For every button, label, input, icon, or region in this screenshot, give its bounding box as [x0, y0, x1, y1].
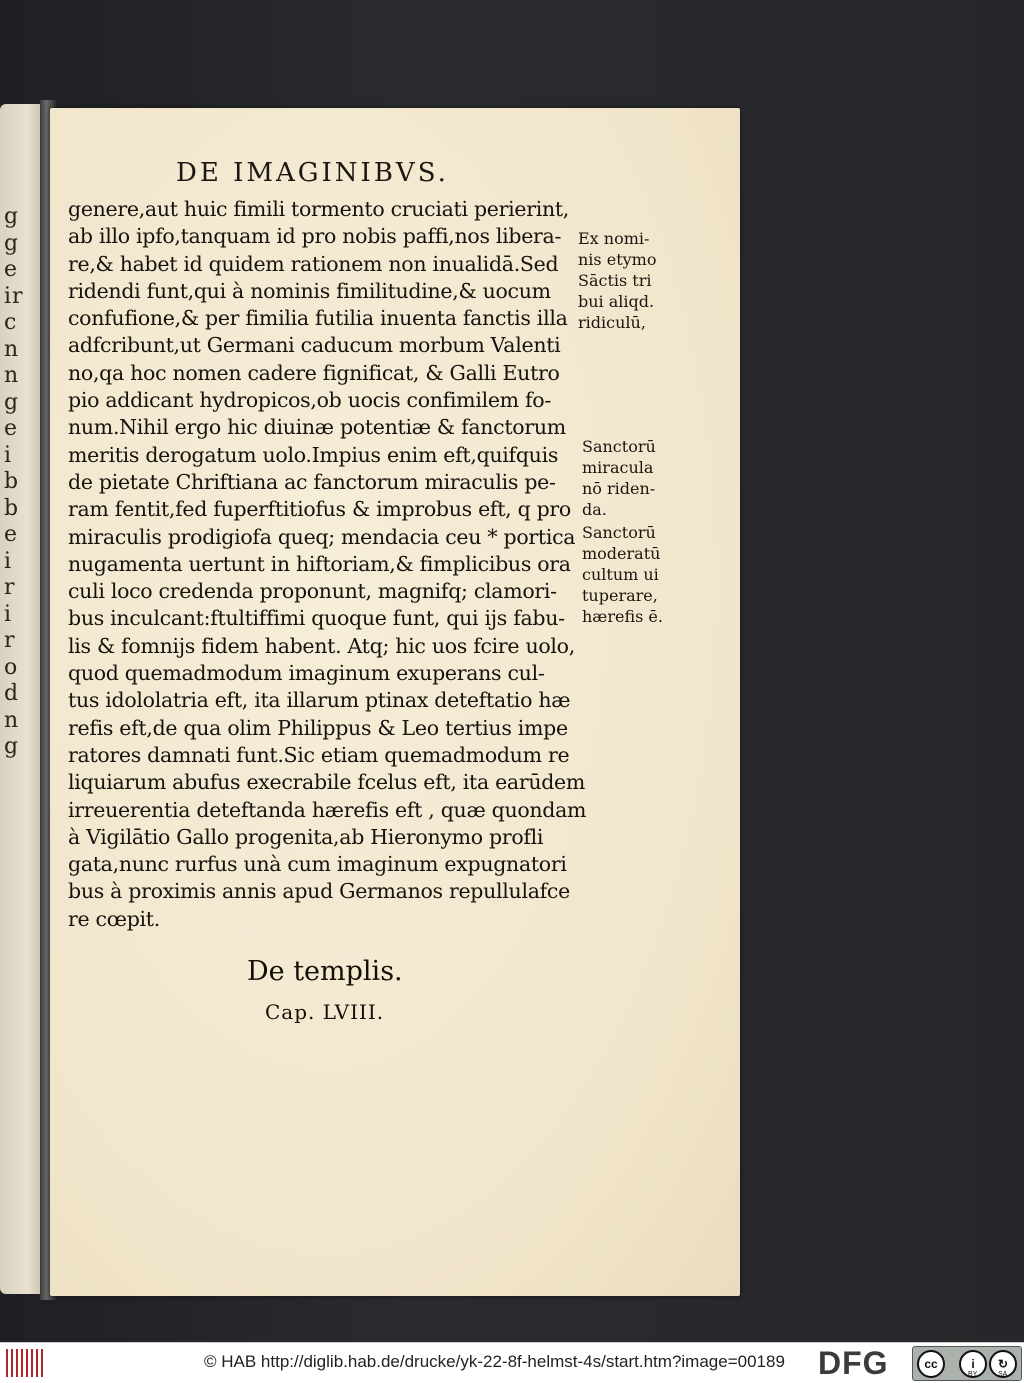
text-line: no,qa hoc nomen cadere fignificat, & Galli Eutro	[68, 360, 560, 385]
margin-note-line: miracula	[582, 458, 654, 477]
left-page-fragment: d	[4, 681, 20, 706]
left-page-fragment: g	[4, 734, 20, 759]
left-page-fragment: e	[4, 257, 19, 282]
margin-note-line: Sāctis tri	[578, 271, 652, 290]
margin-note-line: moderatū	[582, 544, 661, 563]
margin-note-line: cultum ui	[582, 565, 659, 584]
text-line: culi loco credenda proponunt, magnifq; clamori-	[68, 579, 557, 604]
text-line: miraculis prodigiofa queq; mendacia ceu * portica	[68, 524, 576, 549]
margin-note-line: nō riden-	[582, 479, 656, 498]
license-sa-label: SA	[998, 1371, 1008, 1378]
text-line: irreuerentia deteftanda hærefis eft , quæ quondam	[68, 797, 587, 822]
text-line: pio addicant hydropicos,ob uocis confimilem fo-	[68, 388, 551, 413]
footer-bar	[0, 1342, 1024, 1383]
left-page-fragment: r	[4, 628, 16, 653]
margin-note-2	[582, 436, 663, 627]
hab-logo-icon	[6, 1349, 46, 1377]
text-line: lis & fomnijs fidem habent. Atq; hic uos fcire uolo,	[68, 633, 575, 658]
text-line: genere,aut huic fimili tormento cruciati perierint,	[68, 197, 570, 221]
text-line: meritis derogatum uolo.Impius enim eft,quifquis	[68, 442, 559, 467]
text-line: refis eft,de qua olim Philippus & Leo tertius impe	[68, 715, 568, 740]
left-page-fragment: i	[4, 442, 13, 468]
left-page-fragment: e	[4, 416, 19, 441]
text-line: re,& habet id quidem rationem non inualidā.Sed	[68, 251, 559, 276]
text-line: bus à proximis annis apud Germanos repullulafce	[68, 879, 570, 904]
left-page-fragment: b	[4, 469, 20, 494]
left-page-fragment: c	[4, 310, 18, 335]
text-line: ridendi funt,qui à nominis fimilitudine,& uocum	[68, 278, 551, 303]
text-line: liquiarum abufus execrabile fcelus eft, ita earūdem	[68, 770, 586, 795]
left-page-fragment: n	[4, 363, 20, 388]
margin-note-line: bui aliqd.	[578, 292, 655, 311]
margin-note-line: tuperare,	[582, 586, 658, 605]
margin-note-line: Sanctorū	[582, 523, 656, 542]
left-page-fragment: ir	[4, 283, 24, 309]
text-line: confufione,& per fimilia futilia inuenta fanctis illa	[68, 306, 568, 331]
text-line: bus inculcant:ftultiffimi quoque funt, qui ijs fabu-	[68, 606, 565, 631]
text-line: num.Nihil ergo hic diuinæ potentiæ & fanctorum	[68, 415, 566, 440]
left-page-fragment: g	[4, 204, 20, 229]
body-text	[68, 196, 588, 933]
margin-note-1	[578, 228, 656, 333]
margin-note-line: Ex nomi-	[578, 229, 650, 248]
text-line: tus idololatria eft, ita illarum ptinax deteftatio hæ	[68, 688, 571, 713]
license-by-label: BY	[968, 1371, 978, 1378]
by-icon: i	[959, 1350, 987, 1378]
sa-icon: ↻	[989, 1350, 1017, 1378]
chapter-title: De templis.	[247, 956, 403, 987]
margin-note-line: hærefis ē.	[582, 607, 663, 626]
text-line: nugamenta uertunt in hiftoriam,& fimplicibus ora	[68, 551, 571, 576]
left-page-fragment: e	[4, 522, 19, 547]
margin-note-line: ridiculū,	[578, 313, 646, 332]
left-page-fragment: g	[4, 389, 20, 415]
margin-note-line: Sanctorū	[582, 437, 656, 456]
left-page-fragment: i	[4, 548, 13, 574]
cc-license-badge[interactable]	[912, 1346, 1022, 1381]
chapter-number: Cap. LVIII.	[265, 1000, 385, 1024]
left-page-fragment: g	[4, 230, 20, 256]
text-line: à Vigilātio Gallo progenita,ab Hieronymo profli	[68, 824, 544, 849]
left-page-fragment: i	[4, 601, 13, 627]
copyright-credit[interactable]: © HAB http://diglib.hab.de/drucke/yk-22-8f-helmst-4s/start.htm?image=00189	[204, 1352, 785, 1371]
margin-note-line: da.	[582, 500, 607, 519]
running-head: DE IMAGINIBVS.	[176, 158, 449, 188]
left-page-fragment: n	[4, 707, 20, 733]
left-page-fragment: b	[4, 495, 20, 521]
left-page-fragment: n	[4, 336, 20, 362]
text-line: ram fentit,fed fuperftitiofus & improbus eft, q pro	[68, 497, 571, 522]
text-line: re cœpit.	[68, 906, 160, 931]
text-line: gata,nunc rurfus unà cum imaginum expugnatori	[68, 852, 567, 877]
left-page-fragment: o	[4, 654, 19, 680]
margin-note-line: nis etymo	[578, 250, 657, 269]
text-line: ratores damnati funt.Sic etiam quemadmodum re	[68, 742, 570, 767]
left-page-fragment: r	[4, 575, 16, 600]
cc-icon: cc	[917, 1350, 945, 1378]
text-line: de pietate Chriftiana ac fanctorum miraculis pe-	[68, 469, 556, 494]
dfg-logo: DFG	[818, 1345, 889, 1381]
text-line: quod quemadmodum imaginum exuperans cul-	[68, 661, 545, 686]
text-line: adfcribunt,ut Germani caducum morbum Valenti	[68, 333, 561, 358]
text-line: ab illo ipfo,tanquam id pro nobis paffi,nos libera-	[68, 224, 562, 249]
